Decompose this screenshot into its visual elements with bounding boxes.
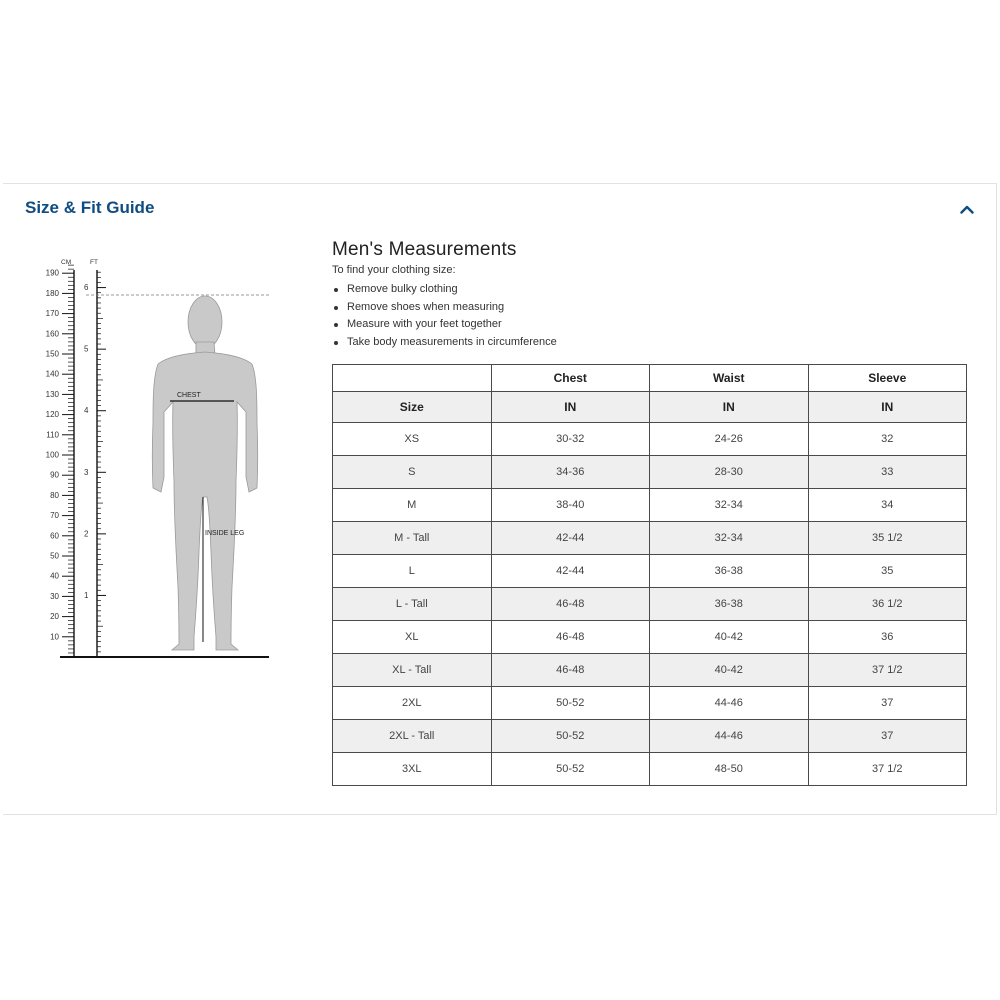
waist-cell: 32-34 (650, 489, 809, 522)
cm-tick-label: 120 (45, 410, 59, 420)
sleeve-cell: 35 1/2 (808, 522, 967, 555)
sleeve-cell: 36 (808, 621, 967, 654)
table-row (333, 423, 967, 456)
sleeve-cell: 33 (808, 456, 967, 489)
cm-scale (46, 265, 74, 653)
chest-cell: 46-48 (491, 654, 650, 687)
table-header-row (333, 365, 967, 392)
sleeve-cell: 37 (808, 720, 967, 753)
chest-cell: 42-44 (491, 555, 650, 588)
chest-label: CHEST (177, 392, 201, 399)
cm-tick-label: 60 (50, 531, 59, 541)
sleeve-cell: 32 (808, 423, 967, 456)
ft-tick-label: 2 (84, 529, 89, 539)
table-row (333, 555, 967, 588)
waist-cell: 28-30 (650, 456, 809, 489)
cm-tick-label: 150 (45, 349, 59, 359)
cm-tick-label: 170 (45, 309, 59, 319)
size-cell: 3XL (333, 753, 492, 786)
chevron-up-glyph (960, 205, 974, 214)
table-row (333, 621, 967, 654)
waist-cell: 40-42 (650, 654, 809, 687)
cm-tick-label: 10 (50, 632, 59, 642)
ft-tick-label: 1 (84, 590, 89, 600)
waist-cell: 36-38 (650, 555, 809, 588)
table-row (333, 588, 967, 621)
waist-cell: 24-26 (650, 423, 809, 456)
cm-tick-label: 20 (50, 612, 59, 622)
header-cell-waist: Waist (650, 365, 809, 392)
subheader-cell-unit: IN (491, 392, 650, 423)
size-cell: L - Tall (333, 588, 492, 621)
subheader-cell-unit: IN (650, 392, 809, 423)
chest-cell: 38-40 (491, 489, 650, 522)
size-cell: L (333, 555, 492, 588)
waist-cell: 48-50 (650, 753, 809, 786)
tip-item: Take body measurements in circumference (332, 334, 557, 352)
body-silhouette (152, 296, 258, 650)
table-row (333, 456, 967, 489)
cm-tick-label: 110 (46, 430, 59, 440)
chest-cell: 34-36 (491, 456, 650, 489)
sleeve-cell: 35 (808, 555, 967, 588)
chest-cell: 42-44 (491, 522, 650, 555)
sleeve-cell: 37 (808, 687, 967, 720)
cm-tick-label: 190 (45, 268, 59, 278)
height-measurement-figure (40, 252, 280, 664)
size-cell: XL - Tall (333, 654, 492, 687)
table-row (333, 654, 967, 687)
chest-cell: 46-48 (491, 588, 650, 621)
sleeve-cell: 37 1/2 (808, 753, 967, 786)
cm-tick-label: 40 (50, 571, 59, 581)
chest-cell: 50-52 (491, 687, 650, 720)
chevron-up-icon[interactable] (955, 198, 979, 220)
chest-cell: 46-48 (491, 621, 650, 654)
size-cell: 2XL - Tall (333, 720, 492, 753)
table-body (333, 423, 967, 786)
header-cell-sleeve: Sleeve (808, 365, 967, 392)
measurements-intro: To find your clothing size: (332, 264, 456, 276)
cm-tick-label: 140 (45, 369, 59, 379)
cm-tick-label: 180 (45, 288, 59, 298)
header-cell-blank (333, 365, 492, 392)
subheader-cell-unit: IN (808, 392, 967, 423)
unit-ft-label: FT (90, 259, 98, 266)
ft-tick-label: 5 (84, 344, 89, 354)
size-cell: XS (333, 423, 492, 456)
ft-tick-label: 3 (84, 467, 89, 477)
size-cell: M (333, 489, 492, 522)
sleeve-cell: 37 1/2 (808, 654, 967, 687)
size-cell: M - Tall (333, 522, 492, 555)
subheader-cell-size: Size (333, 392, 492, 423)
table-subheader-row (333, 392, 967, 423)
header-cell-chest: Chest (491, 365, 650, 392)
waist-cell: 44-46 (650, 687, 809, 720)
sleeve-cell: 34 (808, 489, 967, 522)
cm-tick-label: 130 (45, 389, 59, 399)
cm-tick-label: 70 (50, 511, 59, 521)
waist-cell: 32-34 (650, 522, 809, 555)
waist-cell: 36-38 (650, 588, 809, 621)
chest-cell: 30-32 (491, 423, 650, 456)
size-chart-table (332, 364, 967, 786)
size-cell: 2XL (333, 687, 492, 720)
unit-cm-label: CM (61, 259, 72, 266)
cm-tick-label: 100 (45, 450, 59, 460)
ft-tick-label: 6 (84, 283, 89, 293)
cm-tick-label: 80 (50, 490, 59, 500)
size-cell: XL (333, 621, 492, 654)
ft-tick-label: 4 (84, 406, 89, 416)
cm-tick-label: 30 (50, 591, 59, 601)
tip-item: Remove shoes when measuring (332, 299, 557, 317)
table-row (333, 489, 967, 522)
measurement-tips-list (332, 281, 557, 351)
cm-tick-label: 90 (50, 470, 59, 480)
sleeve-cell: 36 1/2 (808, 588, 967, 621)
waist-cell: 40-42 (650, 621, 809, 654)
panel-title: Size & Fit Guide (25, 198, 155, 217)
chest-cell: 50-52 (491, 753, 650, 786)
measurements-title: Men's Measurements (332, 239, 517, 260)
cm-tick-label: 50 (50, 551, 59, 561)
table-row (333, 720, 967, 753)
tip-item: Remove bulky clothing (332, 281, 557, 299)
table-row (333, 522, 967, 555)
ft-scale (84, 272, 106, 652)
inside-leg-label: INSIDE LEG (205, 530, 245, 537)
waist-cell: 44-46 (650, 720, 809, 753)
table-row (333, 753, 967, 786)
size-cell: S (333, 456, 492, 489)
tip-item: Measure with your feet together (332, 316, 557, 334)
chest-cell: 50-52 (491, 720, 650, 753)
cm-tick-label: 160 (45, 329, 59, 339)
table-row (333, 687, 967, 720)
